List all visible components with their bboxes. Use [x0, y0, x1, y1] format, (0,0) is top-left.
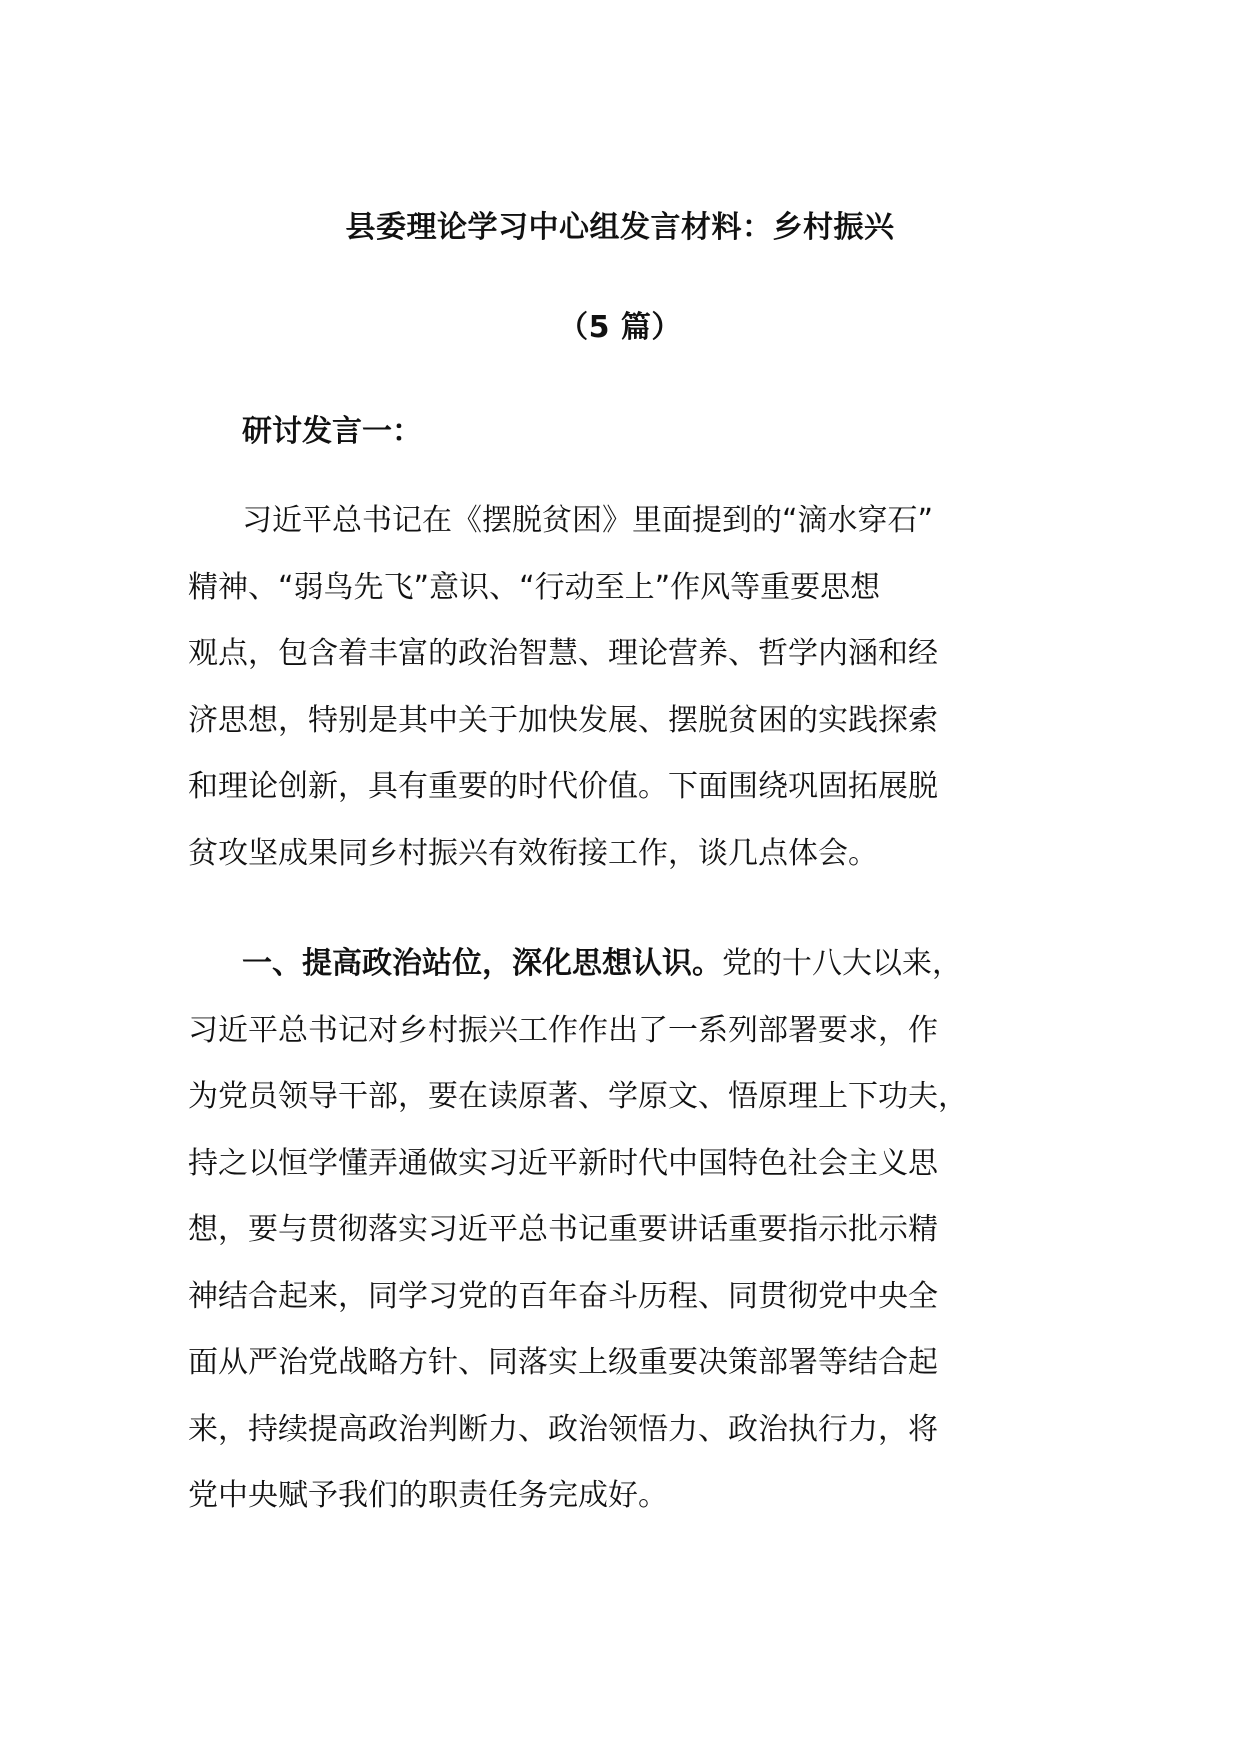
paragraph-text: 党的十八大以来，: [722, 946, 962, 981]
point-heading: 一、提高政治站位，深化思想认识。: [242, 946, 722, 981]
paragraph-line: 贫攻坚成果同乡村振兴有效衔接工作，谈几点体会。: [188, 835, 878, 871]
paragraph-line: 和理论创新，具有重要的时代价值。下面围绕巩固拓展脱: [188, 769, 938, 804]
section-heading: 研讨发言一：: [242, 414, 422, 449]
document-subtitle: （5 篇）: [558, 310, 682, 345]
paragraph-line: 济思想，特别是其中关于加快发展、摆脱贫困的实践探索: [188, 702, 938, 738]
paragraph-line: 神结合起来，同学习党的百年奋斗历程、同贯彻党中央全: [188, 1278, 938, 1314]
paragraph-line: 来，持续提高政治判断力、政治领悟力、政治执行力，将: [188, 1411, 938, 1447]
paragraph-line: 持之以恒学懂弄通做实习近平新时代中国特色社会主义思: [188, 1145, 938, 1181]
paragraph-line: 党中央赋予我们的职责任务完成好。: [188, 1478, 668, 1513]
document-title: 县委理论学习中心组发言材料：乡村振兴: [345, 210, 895, 245]
paragraph-1: [188, 488, 1048, 887]
paragraph-line: 为党员领导干部，要在读原著、学原文、悟原理上下功夫，: [188, 1079, 968, 1114]
paragraph-line: 想，要与贯彻落实习近平总书记重要讲话重要指示批示精: [188, 1212, 938, 1247]
paragraph-2: [188, 931, 1048, 1530]
paragraph-line: 习近平总书记在《摆脱贫困》里面提到的“滴水穿石”: [242, 503, 934, 538]
paragraph-line: 精神、“弱鸟先飞”意识、“行动至上”作风等重要思想: [188, 569, 881, 605]
paragraph-line: 习近平总书记对乡村振兴工作作出了一系列部署要求，作: [188, 1012, 938, 1048]
paragraph-line: 观点，包含着丰富的政治智慧、理论营养、哲学内涵和经: [188, 636, 938, 671]
paragraph-line: 面从严治党战略方针、同落实上级重要决策部署等结合起: [188, 1345, 938, 1380]
paragraph-first-line: [188, 931, 1048, 998]
